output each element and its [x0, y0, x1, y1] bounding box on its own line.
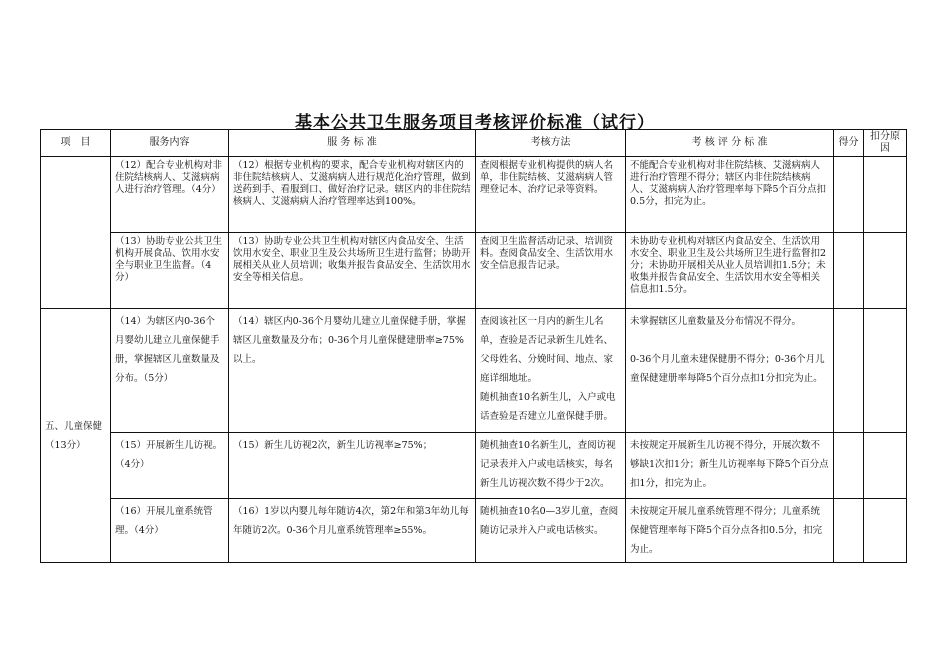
method-cell — [476, 309, 626, 433]
project-cell-empty — [41, 157, 111, 309]
standard-cell: （13）协助专业公共卫生机构对辖区内食品安全、生活饮用水安全、职业卫生及公共场所卫生进行监督；协助开展相关从业人员培训；收集并报告食品安全、生活饮用水安全等相关信息。 — [229, 233, 476, 309]
content-cell: （13）协助专业公共卫生机构开展食品、饮用水安全与职业卫生监督。（4分） — [111, 233, 229, 309]
standard-cell: （16）1岁以内婴儿每年随访4次，第2年和第3年幼儿每年随访2次。0-36个月儿童系统管理率≥55%。 — [229, 499, 476, 563]
header-score: 得分 — [834, 130, 864, 157]
header-project: 项 目 — [41, 130, 111, 157]
score-cell[interactable] — [834, 157, 864, 233]
document-title: 基本公共卫生服务项目考核评价标准（试行） — [295, 113, 655, 133]
table-row — [41, 157, 907, 233]
score-cell[interactable] — [834, 233, 864, 309]
method-cell: 查阅根据专业机构提供的病人名单，非住院结核、艾滋病病人管理登记本、治疗记录等资料。 — [476, 157, 626, 233]
method-cell: 查阅卫生监督活动记录、培训资料。查阅食品安全、生活饮用水安全信息报告记录。 — [476, 233, 626, 309]
method-cell: 随机抽查10名新生儿，查阅访视记录表并入户或电话核实，每名新生儿访视次数不得少于2次。 — [476, 433, 626, 499]
header-content: 服务内容 — [111, 130, 229, 157]
criteria-cell: 未按规定开展儿童系统管理不得分；儿童系统保健管理率每下降5个百分点各扣0.5分，扣完为止。 — [626, 499, 834, 563]
reason-cell[interactable] — [864, 433, 907, 499]
table-row — [41, 309, 907, 433]
method-text: 随机抽查10名新生儿，入户或电话查验是否建立儿童保健手册。 — [480, 392, 616, 422]
header-standard: 服 务 标 准 — [229, 130, 476, 157]
table-row — [41, 433, 907, 499]
criteria-cell: 未按规定开展新生儿访视不得分，开展次数不够缺1次扣1分；新生儿访视率每下降5个百分点扣1分，扣完为止。 — [626, 433, 834, 499]
project-cell: 五、儿童保健（13分） — [41, 309, 111, 563]
table-row — [41, 233, 907, 309]
criteria-cell — [626, 309, 834, 433]
content-cell: （16）开展儿童系统管理。（4分） — [111, 499, 229, 563]
reason-cell[interactable] — [864, 157, 907, 233]
header-criteria: 考 核 评 分 标 准 — [626, 130, 834, 157]
content-cell: （15）开展新生儿访视。（4分） — [111, 433, 229, 499]
standard-cell: （15）新生儿访视2次，新生儿访视率≥75%； — [229, 433, 476, 499]
header-method: 考核方法 — [476, 130, 626, 157]
content-cell: （14）为辖区内0-36个月婴幼儿建立儿童保健手册，掌握辖区儿童数量及分布。（5分） — [111, 309, 229, 433]
table-header-row — [41, 130, 907, 157]
evaluation-table — [40, 129, 907, 563]
criteria-cell: 未协助专业机构对辖区内食品安全、生活饮用水安全、职业卫生及公共场所卫生进行监督扣2分；未协助开展相关从业人员培训扣1.5分；未收集并报告食品安全、生活饮用水安全等相关信息扣1.5分。 — [626, 233, 834, 309]
header-reason: 扣分原因 — [864, 130, 907, 157]
method-cell: 随机抽查10名0—3岁儿童，查阅随访记录并入户或电话核实。 — [476, 499, 626, 563]
reason-cell[interactable] — [864, 499, 907, 563]
standard-cell: （14）辖区内0-36个月婴幼儿建立儿童保健手册，掌握辖区儿童数量及分布；0-36个月儿童保健建册率≥75%以上。 — [229, 309, 476, 433]
criteria-text: 0-36个月儿童未建保健册不得分；0-36个月儿童保健建册率每降5个百分点扣1分扣完为止。 — [630, 354, 825, 384]
spacer — [630, 331, 829, 350]
score-cell[interactable] — [834, 499, 864, 563]
criteria-text: 未掌握辖区儿童数量及分布情况不得分。 — [630, 316, 802, 327]
method-text: 查阅该社区一月内的新生儿名单，查验是否记录新生儿姓名、父母姓名、分娩时间、地点、家庭详细地址。 — [480, 316, 614, 384]
score-cell[interactable] — [834, 433, 864, 499]
reason-cell[interactable] — [864, 233, 907, 309]
reason-cell[interactable] — [864, 309, 907, 433]
criteria-cell: 不能配合专业机构对非住院结核、艾滋病病人进行治疗管理不得分；辖区内非住院结核病人、艾滋病病人治疗管理率每下降5个百分点扣0.5分，扣完为止。 — [626, 157, 834, 233]
content-cell: （12）配合专业机构对非住院结核病人、艾滋病病人进行治疗管理。（4分） — [111, 157, 229, 233]
standard-cell: （12）根据专业机构的要求，配合专业机构对辖区内的非住院结核病人、艾滋病病人进行规范化治疗管理，做到送药到手、看服到口、做好治疗记录。辖区内的非住院结核病人、艾滋病病人治疗管理率达到100%。 — [229, 157, 476, 233]
score-cell[interactable] — [834, 309, 864, 433]
table-row — [41, 499, 907, 563]
